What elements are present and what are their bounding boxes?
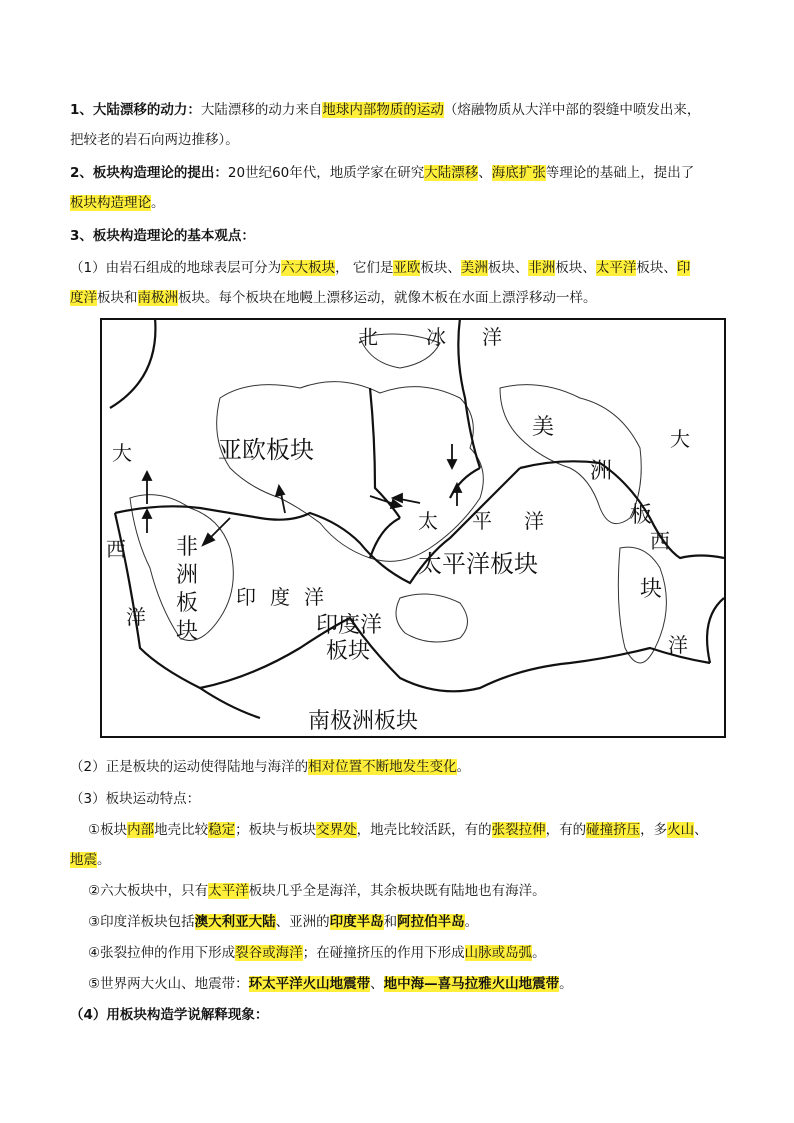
map-label-tai: 太 <box>418 509 438 533</box>
text: 、 <box>370 976 384 992</box>
highlight: 碰撞挤压 <box>586 822 641 838</box>
text: 板块、 <box>555 260 596 276</box>
section-3-title <box>70 226 730 246</box>
map-label-africa3: 板 <box>176 591 199 616</box>
map-label-africa2: 洲 <box>176 563 199 588</box>
p3-item-3 <box>88 912 748 932</box>
map-label-yang-right: 洋 <box>668 633 688 657</box>
map-label-yang-left: 洋 <box>126 605 146 629</box>
map-frame <box>101 319 725 737</box>
map-label-ocean1: 洋 <box>482 325 502 349</box>
map-label-yang-in: 洋 <box>304 585 324 609</box>
highlight: 印 <box>676 260 691 276</box>
highlight: 交界处 <box>316 822 357 838</box>
map-label-yang-p: 洋 <box>524 509 544 533</box>
map-label-eurasia: 亚欧板块 <box>218 436 314 464</box>
map-label-america4: 块 <box>640 577 663 602</box>
map-label-ice: 冰 <box>426 325 446 349</box>
map-label-pacific: 太平洋板块 <box>418 550 538 578</box>
text: 等理论的基础上，提出了 <box>545 165 695 181</box>
map-label-america2: 洲 <box>590 459 613 484</box>
text: 、 <box>694 822 708 838</box>
highlight: 太平洋 <box>208 883 249 899</box>
text: 。 <box>456 759 471 775</box>
section-3-p1-line-1 <box>70 258 730 278</box>
text: ， 它们是 <box>335 260 394 276</box>
p3-item-4 <box>88 943 748 963</box>
text: 板块和 <box>97 290 138 306</box>
p3-item-5 <box>88 974 748 994</box>
section-2-line-1 <box>70 163 730 183</box>
highlight: 山脉或岛弧 <box>464 945 533 961</box>
highlight: 六大板块 <box>281 260 336 276</box>
text: 板块、 <box>420 260 461 276</box>
map-label-yin: 印 <box>236 585 256 609</box>
map-label-africa1: 非 <box>176 535 199 560</box>
text: 。 <box>464 914 479 930</box>
highlight: 环太平洋火山地震带 <box>248 976 371 992</box>
highlight: 地震 <box>70 852 97 868</box>
text: 和 <box>383 914 398 930</box>
text: ，地壳比较活跃，有的 <box>356 822 492 838</box>
highlight: 火山 <box>667 822 695 838</box>
map-label-africa4: 块 <box>176 619 199 644</box>
text: ；板块与板块 <box>235 822 317 838</box>
section-1-title: 1、大陆漂移的动力： <box>70 102 201 118</box>
text: 板块几乎全是海洋，其余板块既有陆地也有海洋。 <box>248 883 546 899</box>
plate-map <box>100 318 726 738</box>
text: （熔融物质从大洋中部的裂缝中喷发出来， <box>443 102 701 118</box>
section-1-line-1 <box>70 100 730 120</box>
map-label-du: 度 <box>270 585 290 609</box>
text: ；在碰撞挤压的作用下形成 <box>302 945 465 961</box>
highlight: 度洋 <box>70 290 97 306</box>
text: 。 <box>559 976 573 992</box>
map-label-xi-right: 西 <box>650 529 670 553</box>
highlight: 地球内部物质的运动 <box>322 102 444 118</box>
text: 。 <box>151 195 165 211</box>
p3-title <box>70 789 730 809</box>
highlight: 印度半岛 <box>329 914 384 930</box>
text: 。 <box>532 945 546 961</box>
map-label-da-left: 大 <box>112 441 132 465</box>
text: ④张裂拉伸的作用下形成 <box>88 945 236 961</box>
text: （2）正是板块的运动使得陆地与海洋的 <box>70 759 309 775</box>
text: 大陆漂移的动力来自 <box>200 102 323 118</box>
map-label-xi-left: 西 <box>106 537 126 561</box>
text: （3）板块运动特点： <box>70 791 201 807</box>
map-label-north: 北 <box>358 325 378 349</box>
highlight: 太平洋 <box>595 260 637 276</box>
text: 20世纪60年代，地质学家在研究 <box>227 165 425 181</box>
section-3-p1-line-2 <box>70 288 730 308</box>
text: 、亚洲的 <box>275 914 330 930</box>
highlight: 南极洲 <box>137 290 178 306</box>
text: 把较老的岩石向两边推移）。 <box>70 132 239 148</box>
highlight: 美洲 <box>460 260 488 276</box>
highlight: 海底扩张 <box>491 165 546 181</box>
text: ⑤世界两大火山、地震带： <box>88 976 249 992</box>
text: 地壳比较 <box>154 822 209 838</box>
text: 板块、 <box>487 260 529 276</box>
highlight: 亚欧 <box>393 260 421 276</box>
section-2-title: 2、板块构造理论的提出： <box>70 165 228 181</box>
text: 、 <box>478 165 492 181</box>
map-label-ping: 平 <box>472 509 492 533</box>
p3-item-2 <box>88 881 748 901</box>
map-label-indian1: 印度洋 <box>316 613 383 638</box>
highlight: 相对位置不断地发生变化 <box>308 759 457 775</box>
highlight: 地中海—喜马拉雅火山地震带 <box>383 976 560 992</box>
text: ②六大板块中，只有 <box>88 883 209 899</box>
p4-title <box>70 1005 730 1025</box>
text: ③印度洋板块包括 <box>88 914 195 930</box>
highlight: 稳定 <box>208 822 236 838</box>
section-3-heading: 3、板块构造理论的基本观点： <box>70 228 255 244</box>
map-label-antarctic: 南极洲板块 <box>308 709 419 734</box>
highlight: 大陆漂移 <box>424 165 479 181</box>
highlight: 内部 <box>127 822 155 838</box>
highlight: 张裂拉伸 <box>491 822 546 838</box>
map-label-indian2: 板块 <box>326 639 371 664</box>
section-1-line-2 <box>70 130 730 150</box>
highlight: 板块构造理论 <box>70 195 151 211</box>
section-2-line-2 <box>70 193 730 213</box>
highlight: 澳大利亚大陆 <box>194 914 276 930</box>
highlight: 裂谷或海洋 <box>235 945 303 961</box>
p3-item-1-line-1 <box>88 820 748 840</box>
text: ，多 <box>640 822 668 838</box>
text: ，有的 <box>545 822 587 838</box>
text: （4）用板块构造学说解释现象： <box>70 1007 269 1023</box>
text: ①板块 <box>88 822 128 838</box>
highlight: 阿拉伯半岛 <box>397 914 465 930</box>
p2-line <box>70 757 730 777</box>
text: 。 <box>97 852 111 868</box>
map-label-america3: 板 <box>630 503 653 528</box>
text: 板块。每个板块在地幔上漂移运动，就像木板在水面上漂浮移动一样。 <box>178 290 597 306</box>
highlight: 非洲 <box>528 260 556 276</box>
text: 板块、 <box>636 260 677 276</box>
map-label-da-right: 大 <box>670 427 690 451</box>
text: （1）由岩石组成的地球表层可分为 <box>70 260 282 276</box>
map-label-america1: 美 <box>532 415 555 440</box>
p3-item-1-line-2 <box>70 850 730 870</box>
